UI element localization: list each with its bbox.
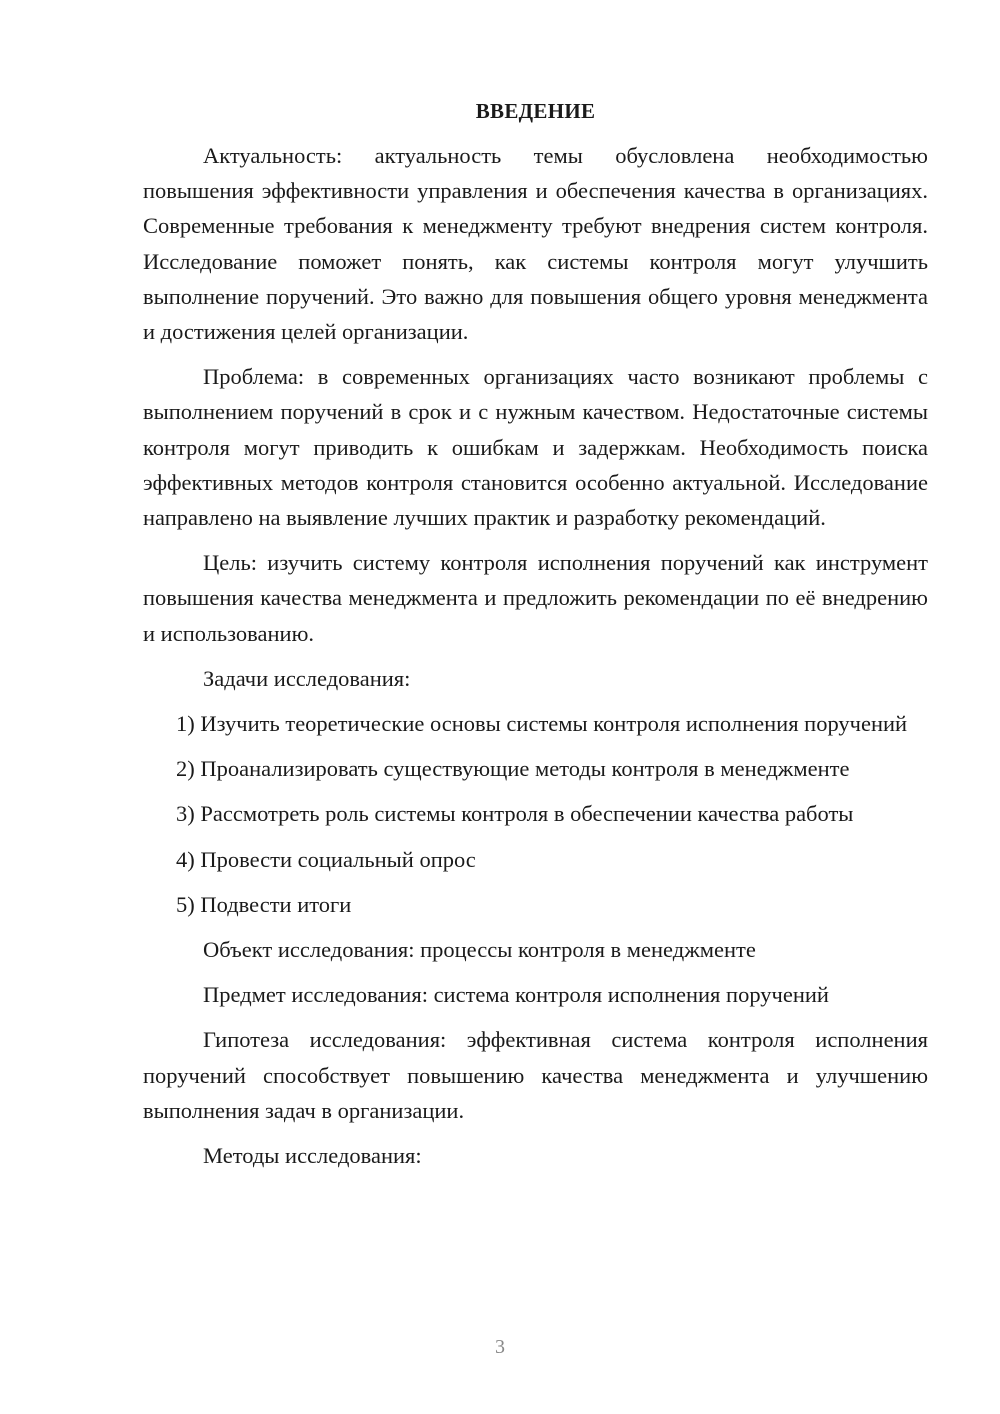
relevance-paragraph: Актуальность: актуальность темы обусловлена необходимостью повышения эффективности управления и обеспечения качества в организациях. Современные требования к менеджменту требуют внедрения систем контроля. Исследование поможет понять, как системы контроля могут улучшить выполнение поручений. Это важно для повышения общего уровня менеджмента и достижения целей организации.	[143, 143, 928, 345]
task-item: 2) Проанализировать существующие методы контроля в менеджменте	[176, 756, 850, 782]
page-number: 3	[495, 1336, 505, 1358]
task-item: 5) Подвести итоги	[176, 891, 352, 917]
object-line: Объект исследования: процессы контроля в менеджменте	[203, 937, 756, 963]
page-heading: ВВЕДЕНИЕ	[475, 99, 596, 123]
page-body	[143, 93, 928, 1183]
problem-paragraph: Проблема: в современных организациях часто возникают проблемы с выполнением поручений в срок и с нужным качеством. Недостаточные системы контроля могут приводить к ошибкам и задержкам. Необходимость поиска эффективных методов контроля становится особенно актуальной. Исследование направлено на выявление лучших практик и разработку рекомендаций.	[143, 364, 928, 531]
task-item: 3) Рассмотреть роль системы контроля в обеспечении качества работы	[176, 801, 854, 827]
methods-heading: Методы исследования:	[203, 1143, 422, 1169]
task-item: 1) Изучить теоретические основы системы контроля исполнения поручений	[176, 711, 908, 737]
tasks-heading: Задачи исследования:	[203, 665, 411, 691]
subject-line: Предмет исследования: система контроля исполнения поручений	[203, 982, 829, 1008]
goal-paragraph: Цель: изучить систему контроля исполнения поручений как инструмент повышения качества менеджмента и предложить рекомендации по её внедрению и использованию.	[143, 550, 928, 646]
hypothesis-paragraph: Гипотеза исследования: эффективная система контроля исполнения поручений способствует повышению качества менеджмента и улучшению выполнения задач в организации.	[143, 1027, 928, 1123]
task-item: 4) Провести социальный опрос	[176, 846, 476, 872]
tasks-list	[143, 706, 928, 922]
